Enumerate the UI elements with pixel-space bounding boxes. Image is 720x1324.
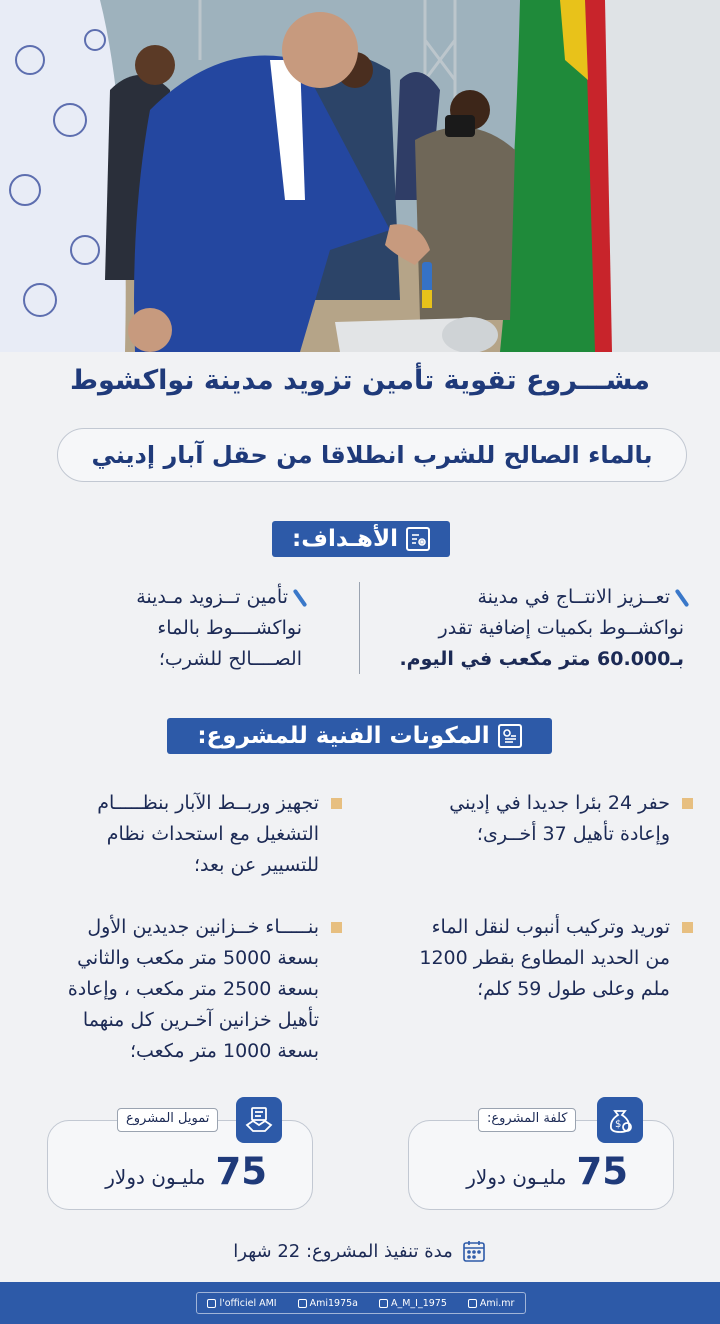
goal-line: تعــزيز الانتــاج في مدينة [477,586,670,608]
goal-item [366,582,684,675]
social-label: A_M_I_1975 [390,1297,447,1309]
component-line: من الحديد المطاوع بقطر 1200 [419,947,670,969]
component-line: بنـــــاء خــزانين جديدين الأول [87,916,319,938]
square-bullet-icon [682,922,693,933]
component-line: بسعة 2500 متر مكعب ، وإعادة [67,978,319,1000]
component-item [12,912,342,1067]
page-title: مشـــروع تقوية تأمين تزويد مدينة نواكشوط [70,365,650,396]
square-bullet-icon [682,798,693,809]
cost-unit: مليـون دولار [466,1165,567,1189]
component-line: ملم وعلى طول 59 كلم؛ [477,978,670,1000]
social-label: Ami.mr [479,1297,515,1309]
instagram-icon [379,1299,388,1308]
svg-text:$: $ [615,1119,622,1130]
social-x[interactable] [298,1298,358,1309]
goal-line: بـ60.000 متر مكعب في اليوم. [399,648,684,670]
social-instagram[interactable] [379,1298,447,1309]
component-line: تجهيز وربــط الآبار بنظـــــام [97,792,319,814]
page-subtitle: بالماء الصالح للشرب انطلاقا من حقل آبار إديني [91,441,653,469]
social-label: Ami1975a [309,1297,358,1309]
slash-bullet-icon [293,588,308,607]
hero-photo [0,0,720,352]
footer [0,1282,720,1324]
checklist-target-icon [406,527,430,551]
component-item [363,912,693,1005]
component-line: التشغيل مع استحداث نظام [106,823,319,845]
component-line: توريد وتركيب أنبوب لنقل الماء [431,916,670,938]
components-header [167,718,552,754]
social-label: l'officiel AMI [219,1297,277,1309]
funding-card-value [105,1150,267,1193]
component-line: وإعادة تأهيل 37 أخــرى؛ [476,823,670,845]
hero-photo-illustration [0,0,720,352]
funding-unit: مليـون دولار [105,1165,206,1189]
project-duration [0,1238,720,1264]
slash-bullet-icon [675,588,690,607]
goals-header-label: الأهـداف: [292,526,398,552]
divider [359,582,360,674]
components-header-label: المكونات الفنية للمشروع: [197,723,490,749]
component-item [373,788,693,850]
cost-card-value [466,1150,628,1193]
calendar-icon [461,1238,487,1264]
goals-header [272,521,450,557]
cost-value: 75 [576,1150,628,1193]
x-icon [298,1299,307,1308]
goal-item [72,582,302,675]
gear-document-icon [498,724,522,748]
goal-line: الصــــالح للشرب؛ [158,648,302,670]
component-line: للتسيير عن بعد؛ [193,854,319,876]
component-item [22,788,342,881]
goal-line: نواكشــــوط بالماء [157,617,302,639]
goal-line: تأمين تــزويد مـدينة [136,586,288,608]
subtitle-box [57,428,687,482]
component-line: تأهيل خزانين آخـرين كل منهما [82,1009,319,1031]
component-line: بسعة 1000 متر مكعب؛ [129,1040,319,1062]
funding-card-label: تمويل المشروع [117,1108,218,1132]
square-bullet-icon [331,798,342,809]
funding-value: 75 [215,1150,267,1193]
social-bar [196,1292,526,1314]
component-line: بسعة 5000 متر مكعب والثاني [77,947,319,969]
social-web[interactable] [468,1298,515,1309]
goal-line: نواكشــوط بكميات إضافية تقدر [438,617,684,639]
square-bullet-icon [331,922,342,933]
cost-card-label: كلفة المشروع: [478,1108,576,1132]
duration-text: مدة تنفيذ المشروع: 22 شهرا [233,1240,453,1262]
handshake-contract-icon [236,1097,282,1143]
money-bag-icon [597,1097,643,1143]
component-line: حفر 24 بئرا جديدا في إديني [449,792,670,814]
facebook-icon [207,1299,216,1308]
globe-icon [468,1299,477,1308]
social-facebook[interactable] [207,1298,276,1309]
